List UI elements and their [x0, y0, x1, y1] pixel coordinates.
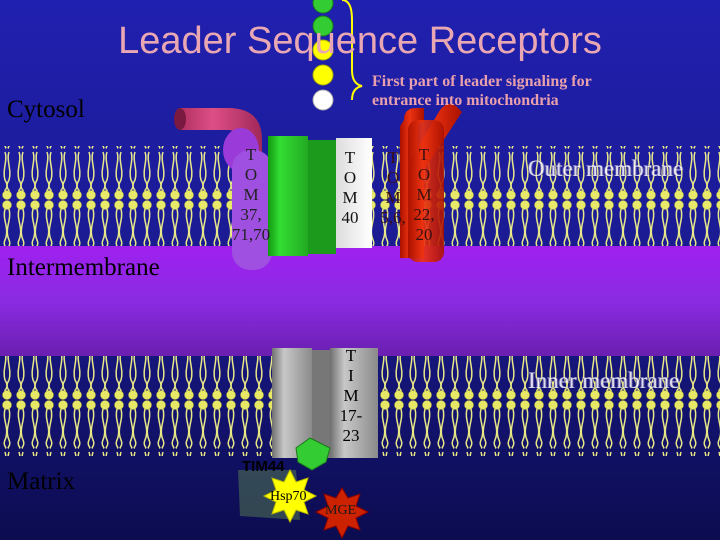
tom22-20-label: T O M 22, 20 — [413, 145, 435, 244]
tom37-70-label: T O M 37, 71,70 — [231, 145, 271, 244]
inner-membrane-label: Inner membrane — [528, 368, 680, 393]
leader-signaling-annotation: First part of leader signaling for entrance into mitochondria — [372, 73, 592, 109]
region-label-matrix: Matrix — [7, 468, 76, 495]
page-title: Leader Sequence Receptors — [118, 20, 602, 62]
hsp70-label: Hsp70 — [270, 489, 307, 504]
tim17-23-label: T I M 17- 23 — [339, 346, 363, 445]
outer-membrane-label: Outer membrane — [528, 156, 684, 181]
tom40-label: T O M 40 — [341, 148, 359, 227]
region-label-cytosol: Cytosol — [7, 96, 85, 123]
region-label-intermembrane: Intermembrane — [7, 254, 160, 281]
tim44-label: TIM44 — [242, 458, 285, 475]
mge-label: MGE — [325, 503, 357, 518]
tom5-6-label: T O M 5,6, — [380, 148, 406, 227]
